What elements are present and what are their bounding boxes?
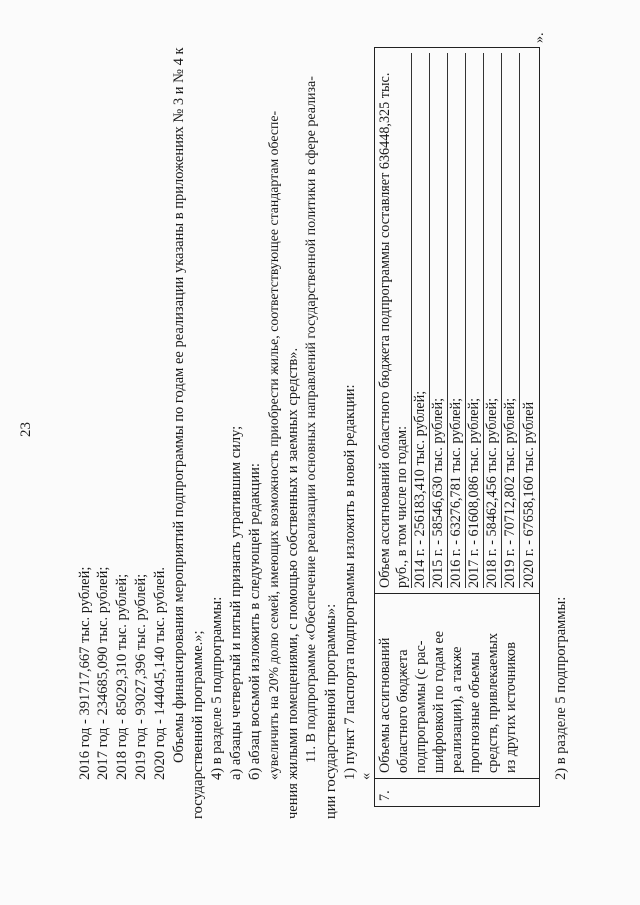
name-line: Объемы ассигнований xyxy=(377,637,393,773)
row-number-cell: 7. xyxy=(375,779,540,807)
value-line: 2016 г. - 63276,781 тыс. рублей; xyxy=(448,53,466,588)
name-line: из других источников xyxy=(503,642,519,773)
text-line: 11. В подпрограмме «Обеспечение реализации основных направлений государственной политики в сфере реализа- xyxy=(304,76,319,763)
text-line: 2) в разделе 5 подпрограммы: xyxy=(553,596,569,780)
text-line: б) абзац восьмой изложить в следующей редакции: xyxy=(247,463,263,780)
text-line: чения жилыми помещениями, с помощью собственных и заемных средств». xyxy=(285,347,301,819)
name-line: прогнозные объемы xyxy=(467,652,483,773)
text-line: «увеличить на 20% долю семей, имеющих возможность приобрести жилье, соответствующее стандартам обеспе- xyxy=(266,110,281,780)
text-line: 2020 год - 144045,140 тыс. рублей. xyxy=(152,567,168,780)
value-line: 2020 г. - 67658,160 тыс. рублей xyxy=(521,401,537,588)
page-number: 23 xyxy=(18,422,34,437)
value-line: 2018 г. - 58462,456 тыс. рублей; xyxy=(484,53,502,588)
name-line: реализации), а также xyxy=(449,646,465,773)
value-line: 2019 г. - 70712,802 тыс. рублей; xyxy=(502,53,520,588)
name-line: областного бюджета xyxy=(395,649,411,773)
text-line: 2018 год - 85029,310 тыс. рублей; xyxy=(114,573,130,780)
value-line: 2014 г. - 256183,410 тыс. рублей; xyxy=(412,53,430,588)
name-line: средств, привлекаемых xyxy=(485,632,501,773)
value-line: руб., в том числе по годам: xyxy=(394,53,412,588)
text-line: 2019 год - 93027,396 тыс. рублей; xyxy=(133,573,149,780)
passport-table xyxy=(374,47,540,807)
text-line: Объемы финансирования мероприятий подпрограммы по годам ее реализации указаны в приложениях № 3 и № 4 к xyxy=(171,47,187,763)
row-value-cell xyxy=(375,48,540,594)
row-name-cell xyxy=(375,594,540,779)
value-line: 2015 г. - 58546,630 тыс. рублей; xyxy=(430,53,448,588)
table-row xyxy=(375,48,540,807)
text-line: ции государственной программы»: xyxy=(323,603,339,819)
value-line: Объем ассигнований областного бюджета подпрограммы составляет 636448,325 тыс. xyxy=(377,72,393,588)
name-line: шифровкой по годам ее xyxy=(431,630,447,773)
text-line: 2017 год - 234685,090 тыс. рублей; xyxy=(95,566,111,780)
text-line: а) абзацы четвертый и пятый признать утратившим силу; xyxy=(228,425,244,780)
open-quote: « xyxy=(358,772,374,780)
name-line: подпрограммы (с рас- xyxy=(413,640,429,773)
text-line: 2016 год - 391717,667 тыс. рублей; xyxy=(77,566,93,780)
text-line: государственной программе.»; xyxy=(190,630,206,819)
text-line: 4) в разделе 5 подпрограммы: xyxy=(209,596,225,780)
closing-quote: ». xyxy=(532,32,547,43)
text-line: 1) пункт 7 паспорта подпрограммы изложить в новой редакции: xyxy=(342,384,358,780)
value-line: 2017 г. - 61608,086 тыс. рублей; xyxy=(466,53,484,588)
